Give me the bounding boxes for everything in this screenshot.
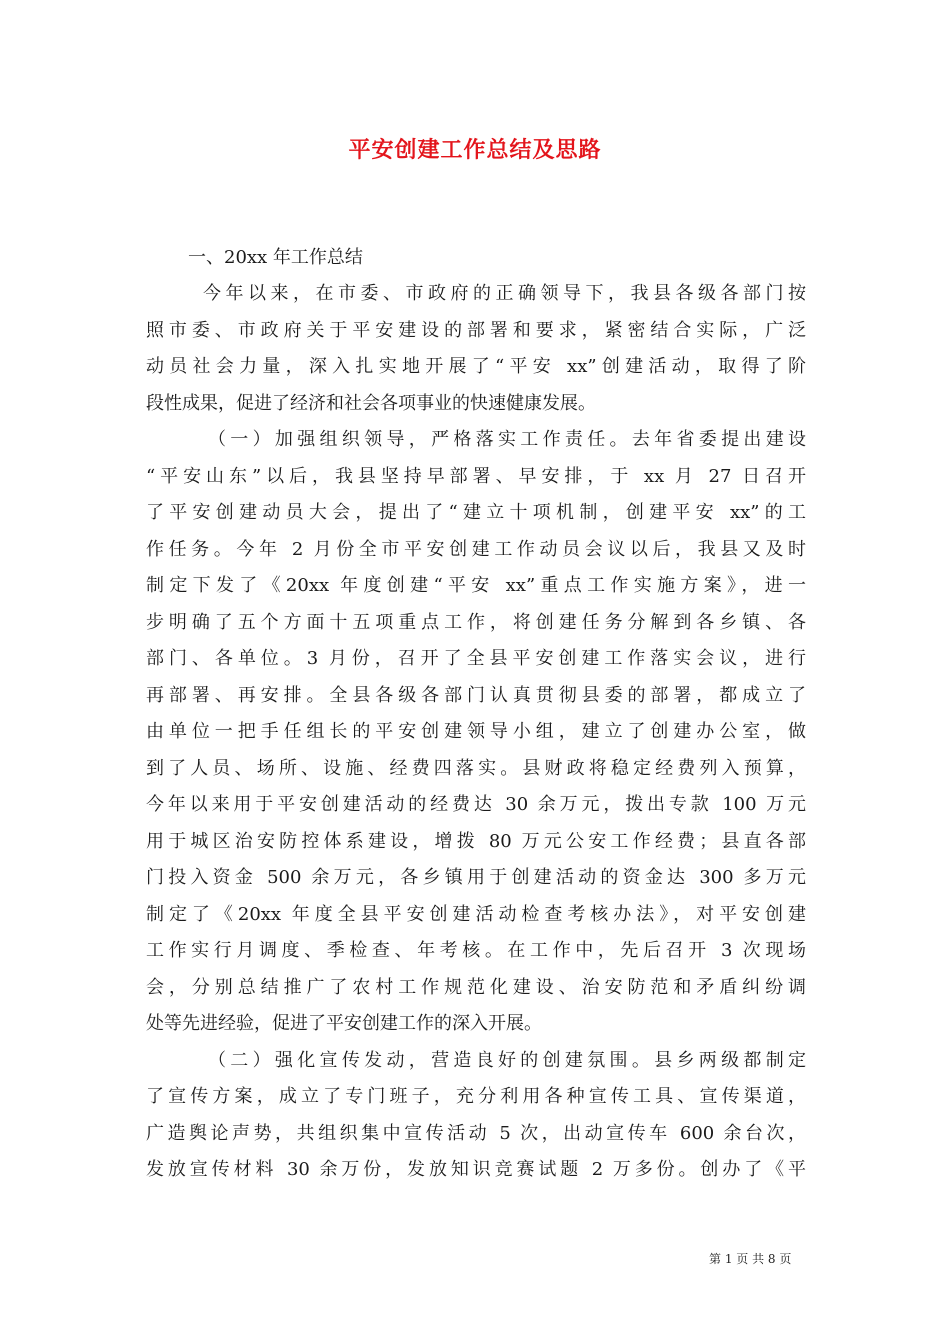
text-line: 由单位一把手任组长的平安创建领导小组，建立了创建办公室，做 (146, 721, 806, 742)
text-line: 工作实行月调度、季检查、年考核。在工作中，先后召开 3 次现场 (146, 940, 806, 961)
text-line: 今年以来用于平安创建活动的经费达 30 余万元，拨出专款 100 万元 (146, 794, 806, 815)
text-line: 步明确了五个方面十五项重点工作，将创建任务分解到各乡镇、各 (146, 611, 806, 633)
section-heading: 一、20xx 年工作总结 (188, 247, 363, 268)
document-body (146, 240, 806, 1189)
text-line: 今年以来，在市委、市政府的正确领导下，我县各级各部门按 (203, 283, 806, 304)
text-line: 再部署、再安排。全县各级各部门认真贯彻县委的部署，都成立了 (146, 684, 806, 706)
page-number-footer: 第 1 页 共 8 页 (709, 1252, 792, 1266)
text-line: （二）强化宣传发动，营造良好的创建氛围。县乡两级都制定 (208, 1049, 806, 1071)
paragraph-1 (146, 276, 806, 422)
text-line: 了平安创建动员大会，提出了“建立十项机制，创建平安 xx”的工 (146, 502, 806, 523)
paragraph-2 (146, 422, 806, 1043)
text-line: 会，分别总结推广了农村工作规范化建设、治安防范和矛盾纠纷调 (146, 976, 806, 998)
text-line: 了宣传方案，成立了专门班子，充分利用各种宣传工具、宣传渠道， (146, 1086, 806, 1107)
text-line: 用于城区治安防控体系建设，增拨 80 万元公安工作经费；县直各部 (146, 830, 806, 852)
text-line: 发放宣传材料 30 余万份，发放知识竞赛试题 2 万多份。创办了《平 (146, 1159, 806, 1180)
document-title: 平安创建工作总结及思路 (348, 137, 602, 163)
text-line: 作任务。今年 2 月份全市平安创建工作动员会议以后，我县又及时 (146, 538, 806, 560)
text-line: 制定了《20xx 年度全县平安创建活动检查考核办法》，对平安创建 (146, 903, 806, 925)
text-line: 动员社会力量，深入扎实地开展了“平安 xx”创建活动，取得了阶 (146, 356, 806, 377)
text-line: “平安山东”以后，我县坚持早部署、早安排，于 xx 月 27 日召开 (146, 465, 806, 487)
text-line: 制定下发了《20xx 年度创建“平安 xx”重点工作实施方案》，进一 (146, 575, 806, 596)
text-line: 部门、各单位。3 月份，召开了全县平安创建工作落实会议，进行 (146, 648, 806, 669)
text-line: 到了人员、场所、设施、经费四落实。县财政将稳定经费列入预算， (146, 757, 806, 779)
text-line: 照市委、市政府关于平安建设的部署和要求，紧密结合实际，广泛 (146, 319, 806, 341)
text-line: 广造舆论声势，共组织集中宣传活动 5 次，出动宣传车 600 余台次， (146, 1122, 806, 1144)
paragraph-3 (146, 1043, 806, 1189)
text-line: 处等先进经验，促进了平安创建工作的深入开展。 (146, 1013, 542, 1034)
text-line: 门投入资金 500 余万元，各乡镇用于创建活动的资金达 300 多万元 (146, 867, 806, 888)
text-line: （一）加强组织领导，严格落实工作责任。去年省委提出建设 (208, 429, 806, 450)
text-line: 段性成果，促进了经济和社会各项事业的快速健康发展。 (146, 392, 596, 414)
